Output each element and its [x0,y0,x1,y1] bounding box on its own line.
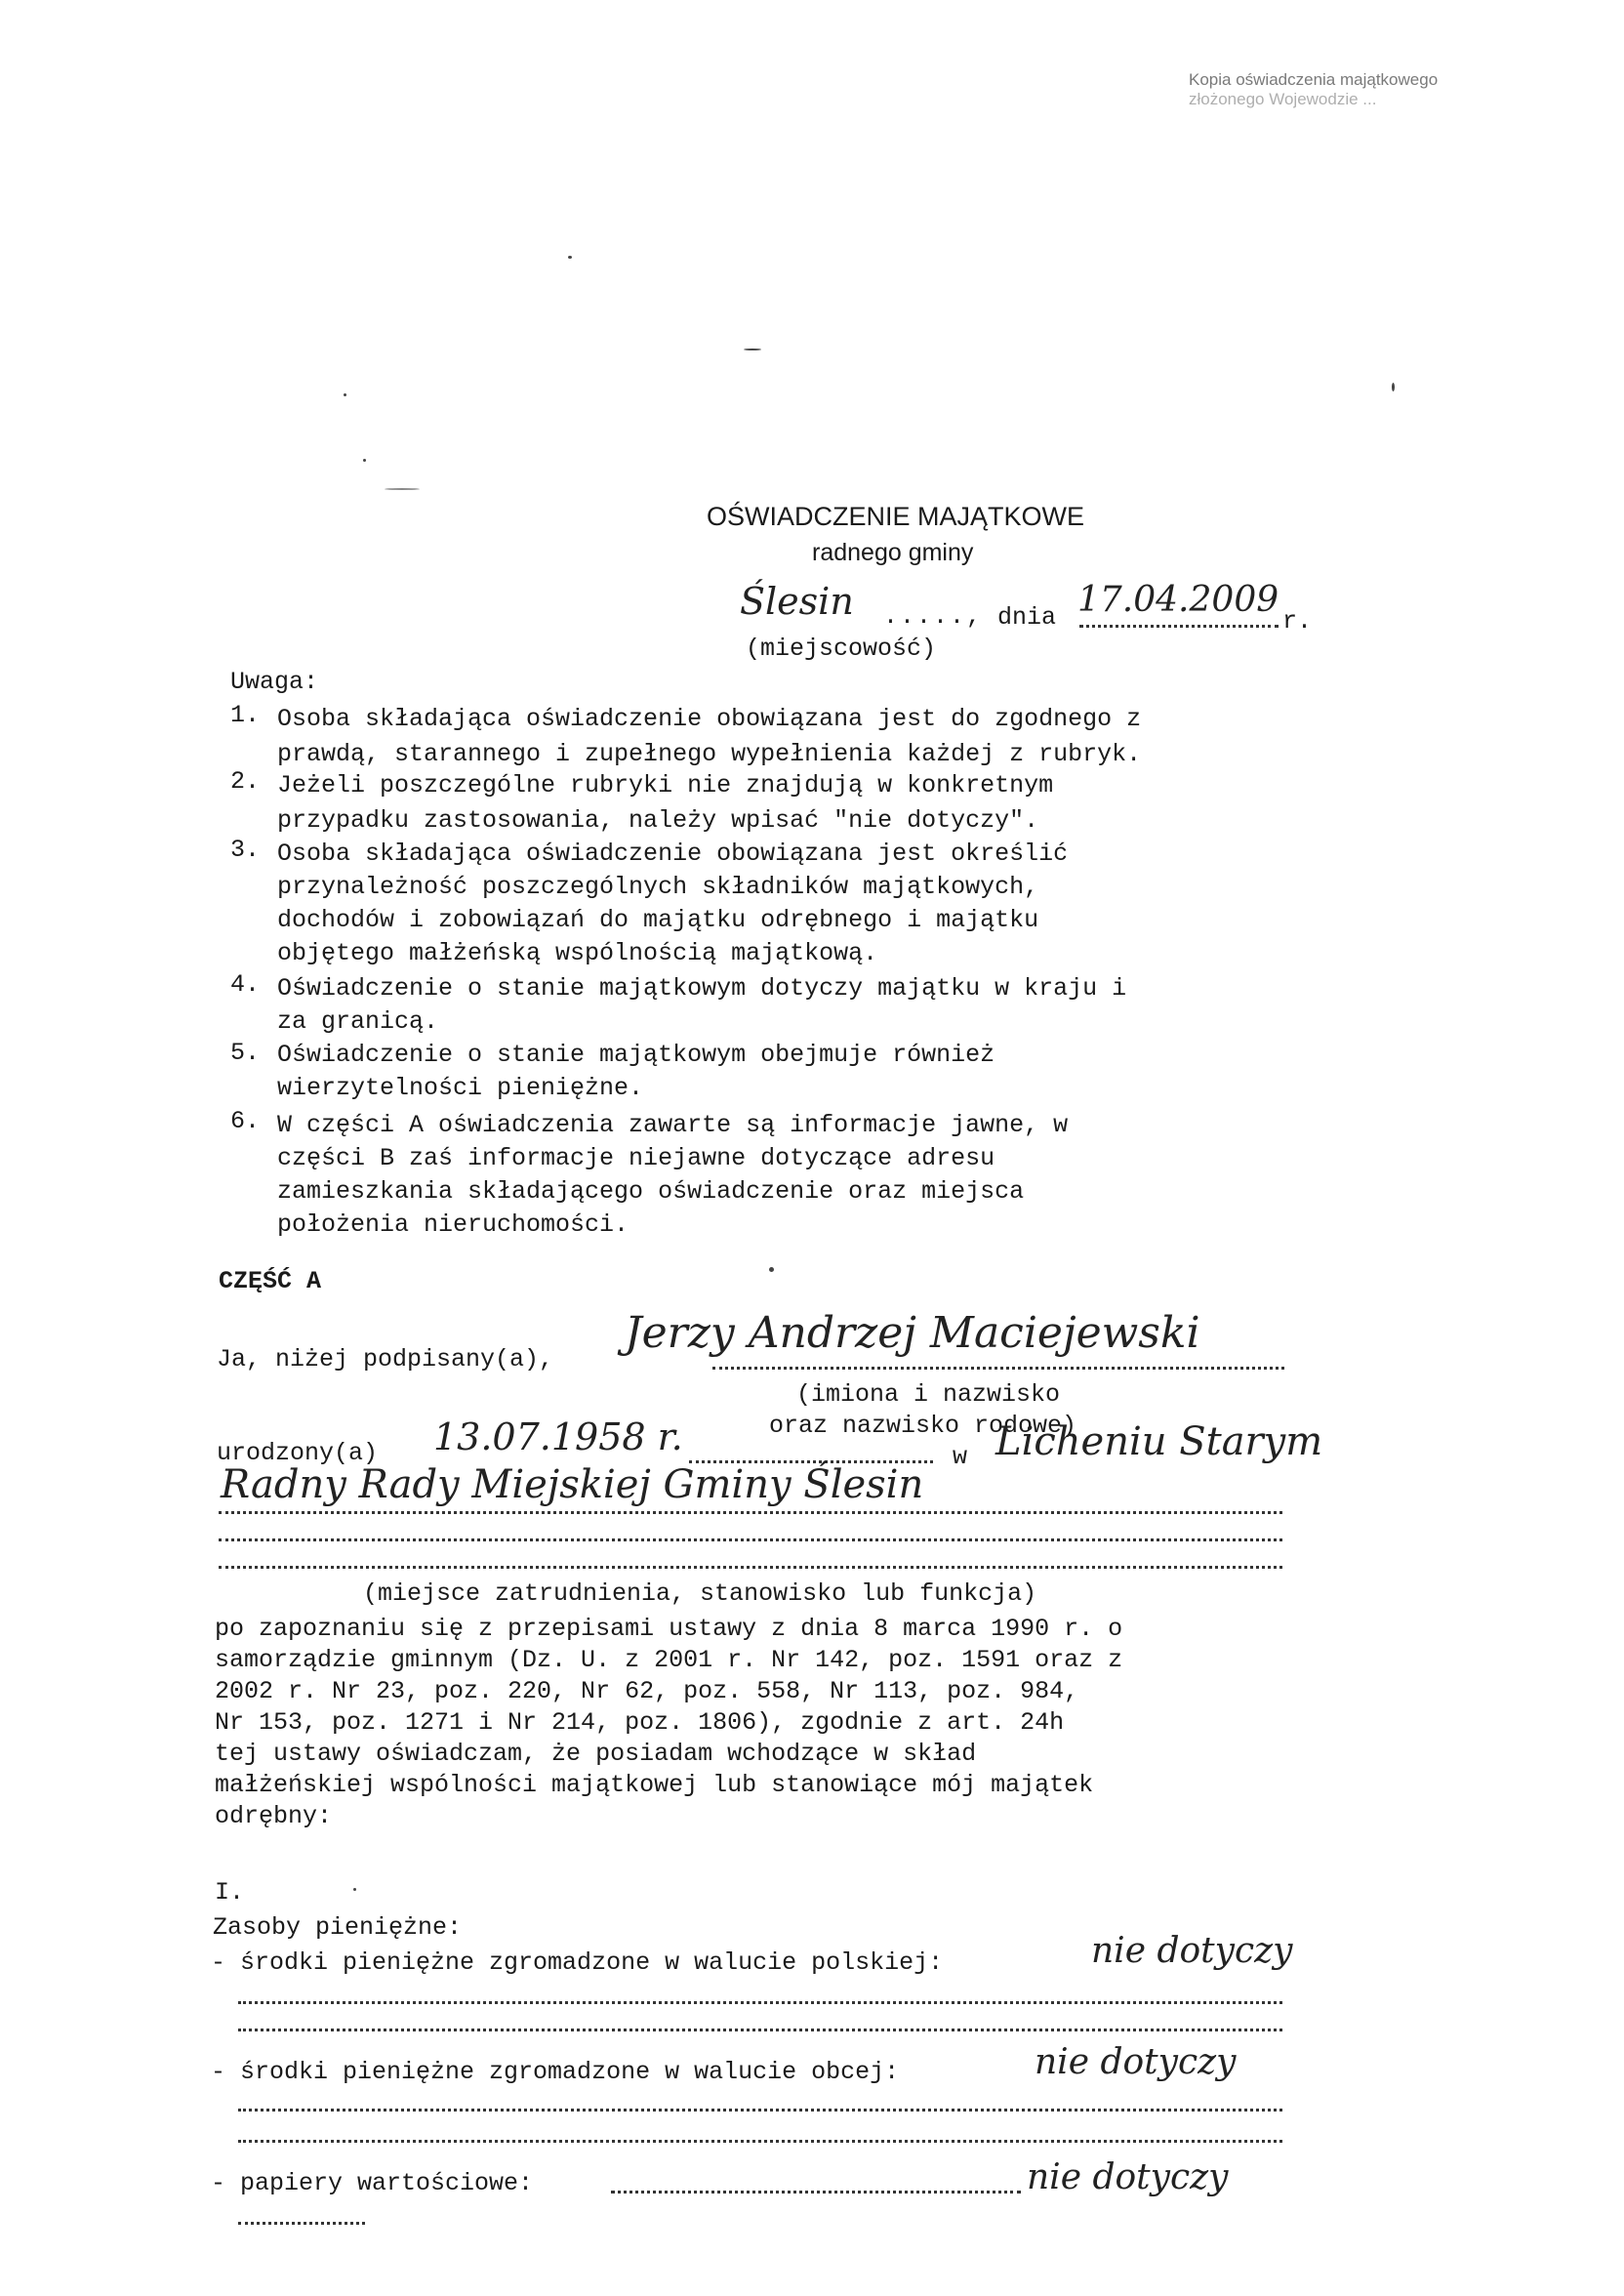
employment-dots-line [219,1566,1282,1569]
note-number: 3. [230,836,261,864]
document-subtitle: radnego gminy [812,539,974,566]
scan-speck [568,256,572,259]
statement-line: samorządzie gminnym (Dz. U. z 2001 r. Nr 142, poz. 1591 oraz z [215,1646,1123,1674]
scan-speck [744,348,761,350]
statement-line: odrębny: [215,1802,333,1830]
born-place-handwritten: Licheniu Starym [995,1419,1323,1464]
born-label: urodzony(a) [217,1439,379,1467]
name-caption-2: oraz nazwisko rodowe) [769,1412,1077,1440]
item-pln-dots-line [238,2001,1282,2004]
note-line: Oświadczenie o stanie majątkowym obejmuje również [277,1041,995,1069]
note-line: prawdą, starannego i zupełnego wypełnienia każdej z rubryk. [277,740,1142,768]
scan-speck [1392,383,1395,391]
item-sec-dots-line [611,2191,1021,2194]
statement-line: 2002 r. Nr 23, poz. 220, Nr 62, poz. 558, Nr 113, poz. 984, [215,1677,1079,1705]
note-line: objętego małżeńską wspólnością majątkową. [277,939,878,967]
note-line: Oświadczenie o stanie majątkowym dotyczy majątku w kraju i [277,974,1127,1003]
note-line: Osoba składająca oświadczenie obowiązana jest określić [277,840,1069,868]
statement-line: po zapoznaniu się z przepisami ustawy z dnia 8 marca 1990 r. o [215,1615,1123,1643]
place-dots: ....., [883,602,984,631]
note-line: W części A oświadczenia zawarte są informacje jawne, w [277,1111,1069,1139]
scan-speck [344,393,346,396]
name-handwritten: Jerzy Andrzej Maciejewski [625,1308,1200,1358]
item-fx-dots-line [238,2109,1282,2112]
employment-handwritten: Radny Rady Miejskiej Gminy Ślesin [221,1462,924,1507]
note-number: 4. [230,970,261,999]
statement-line: małżeńskiej wspólności majątkowej lub stanowiące mój majątek [215,1771,1094,1799]
employment-dots-line [219,1538,1282,1541]
item-fx-value: nie dotyczy [1035,2042,1237,2082]
born-date-handwritten: 13.07.1958 r. [433,1415,683,1458]
item-sec-label: - papiery wartościowe: [211,2169,534,2197]
place-caption: (miejscowość) [746,635,937,663]
section-roman: I. [215,1878,245,1906]
note-number: 1. [230,701,261,729]
stamp-line-1: Kopia oświadczenia majątkowego [1189,70,1439,89]
note-number: 2. [230,767,261,796]
scan-speck [363,459,366,462]
note-line: za granicą. [277,1007,439,1036]
item-fx-dots-line [238,2140,1282,2143]
scan-speck [769,1267,774,1272]
statement-line: Nr 153, poz. 1271 i Nr 214, poz. 1806), zgodnie z art. 24h [215,1708,1065,1737]
employment-caption: (miejsce zatrudnienia, stanowisko lub funkcja) [363,1579,1037,1608]
document-title: OŚWIADCZENIE MAJĄTKOWE [707,502,1085,531]
note-line: części B zaś informacje niejawne dotyczące adresu [277,1144,995,1172]
note-line: Jeżeli poszczególne rubryki nie znajdują w konkretnym [277,771,1054,800]
note-number: 5. [230,1039,261,1067]
note-line: położenia nieruchomości. [277,1210,629,1239]
item-pln-value: nie dotyczy [1091,1931,1293,1971]
note-line: przypadku zastosowania, należy wpisać "nie dotyczy". [277,806,1039,835]
date-dots-line [1079,625,1279,628]
note-line: przynależność poszczególnych składników majątkowych, [277,873,1039,901]
scan-speck [353,1888,356,1891]
part-a-heading: CZĘŚĆ A [219,1267,322,1295]
note-line: dochodów i zobowiązań do majątku odrębnego i majątku [277,906,1039,934]
date-suffix: r. [1282,607,1313,636]
stamp-line-2: złożonego Wojewodzie ... [1189,90,1377,108]
statement-line: tej ustawy oświadczam, że posiadam wchodzące w skład [215,1740,977,1768]
dnia-label: dnia [997,603,1057,632]
item-pln-label: - środki pieniężne zgromadzone w walucie polskiej: [211,1948,944,1977]
copy-stamp [1189,70,1438,109]
born-w: w [953,1443,968,1471]
uwaga-heading: Uwaga: [230,668,319,696]
note-line: zamieszkania składającego oświadczenie oraz miejsca [277,1177,1025,1206]
item-pln-dots-line [238,2029,1282,2031]
employment-dots-line [219,1511,1282,1514]
note-line: wierzytelności pieniężne. [277,1074,644,1102]
item-fx-label: - środki pieniężne zgromadzone w walucie obcej: [211,2058,900,2086]
name-caption-1: (imiona i nazwisko [796,1380,1061,1409]
item-sec-dots-line [238,2222,365,2225]
section-heading: Zasoby pieniężne: [213,1913,463,1942]
place-handwritten: Ślesin [740,580,854,623]
ja-label: Ja, niżej podpisany(a), [217,1345,554,1374]
scan-speck [385,488,420,490]
note-line: Osoba składająca oświadczenie obowiązana jest do zgodnego z [277,705,1142,733]
name-dots-line [712,1367,1284,1370]
note-number: 6. [230,1107,261,1135]
date-handwritten: 17.04.2009 [1077,580,1279,620]
item-sec-value: nie dotyczy [1027,2157,1229,2197]
